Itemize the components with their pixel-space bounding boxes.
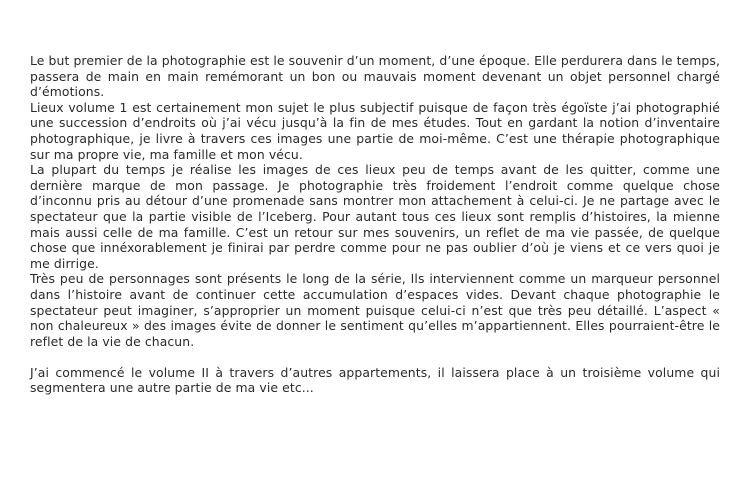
paragraph-intro: Le but premier de la photographie est le souvenir d’un moment, d’une époque. Elle perdurera dans le temps, passera de main en main remémorant un bon ou mauvais moment devenant un objet personnel chargé d’émotions.	[30, 53, 720, 100]
paragraph-process: La plupart du temps je réalise les images de ces lieux peu de temps avant de les quitter, comme une dernière marque de mon passage. Je photographie très froidement l’endroit comme quelque chose d’inconnu pris au détour d’une promenade sans montrer mon attachement à celui-ci. Je ne partage avec le spectateur que la partie visible de l’Iceberg. Pour autant tous ces lieux sont remplis d’histoires, la mienne mais aussi celle de ma famille. C’est un retour sur mes souvenirs, un reflet de ma vie passée, de quelque chose que innéxorablement je finirai par perdre comme pour ne pas oublier d’où je viens et ce vers quoi je me dirrige.	[30, 162, 720, 271]
paragraph-volume-1: Lieux volume 1 est certainement mon sujet le plus subjectif puisque de façon très égoïste j’ai photographié une succession d’endroits où j’ai vécu jusqu’à la fin de mes études. Tout en gardant la notion d’inventaire photographique, je livre à travers ces images une partie de moi-même. C’est une thérapie photographique sur ma propre vie, ma famille et mon vécu.	[30, 99, 720, 162]
paragraph-spacer	[30, 349, 720, 365]
paragraph-volume-2: J’ai commencé le volume II à travers d’autres appartements, il laissera place à un troisième volume qui segmentera une autre partie de ma vie etc...	[30, 364, 720, 396]
body-text	[30, 53, 720, 396]
paragraph-characters: Très peu de personnages sont présents le long de la série, Ils interviennent comme un marqueur personnel dans l’histoire avant de continuer cette accumulation d’espaces vides. Devant chaque photographie le spectateur peut imaginer, s’approprier un moment puisque celui-ci n’est que très peu détaillé. L’aspect « non chaleureux » des images évite de donner le sentiment qu’elles m’appartiennent. Elles pourraient-être le reflet de la vie de chacun.	[30, 271, 720, 349]
